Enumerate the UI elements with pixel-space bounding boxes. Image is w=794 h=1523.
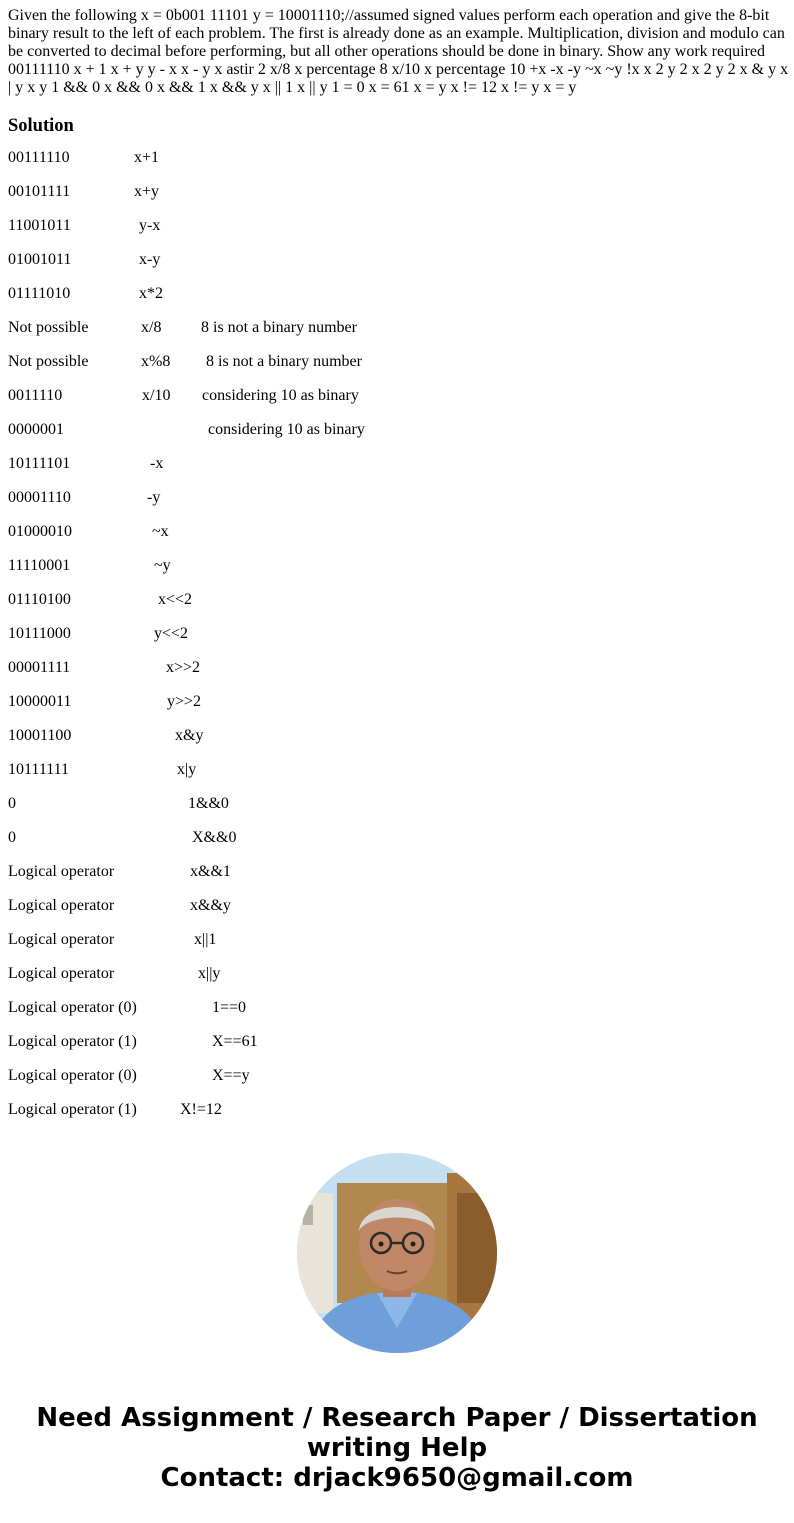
author-avatar — [297, 1153, 497, 1353]
answer-operation: x+y — [134, 183, 160, 200]
author-photo — [297, 1153, 497, 1353]
answer-operation: ~x — [152, 523, 169, 540]
answer-note: considering 10 as binary — [202, 387, 359, 404]
answer-result: 0000001 — [8, 421, 64, 438]
answer-operation: 1==0 — [212, 999, 247, 1016]
answer-operation: x&&1 — [190, 863, 231, 880]
answer-result: Logical operator — [8, 931, 115, 948]
answer-result: 00101111 — [8, 183, 71, 200]
answer-result: 10111111 — [8, 761, 70, 778]
answer-result: 01000010 — [8, 523, 72, 540]
answer-operation: -y — [147, 489, 161, 506]
answer-list — [8, 148, 788, 1123]
answer-operation: x%8 — [141, 353, 171, 370]
answer-result: Logical operator — [8, 965, 115, 982]
answer-result: 01110100 — [8, 591, 71, 608]
answer-operation: x<<2 — [158, 591, 193, 608]
answer-result: Logical operator — [8, 897, 115, 914]
answer-result: 11110001 — [8, 557, 71, 574]
banner-line-3: Contact: drjack9650@gmail.com — [160, 1463, 634, 1493]
answer-result: Logical operator (0) — [8, 999, 137, 1016]
question-text: Given the following x = 0b001 11101 y = 10001110;//assumed signed values perform each operation and give the 8-bit binary result to the left of each problem. The first is already done as an example. Multiplication, division and modulo can be converted to decimal before performing, but all other operations should be done in binary. Show any work required 00111110 x + 1 x + y y - x x - y x astir 2 x/8 x percentage 8 x/10 x percentage 10 +x -x -y ~x ~y !x x 2 y 2 x 2 y 2 x & y x | y x y 1 && 0 x && 0 x && 1 x && y x || 1 x || y 1 = 0 x = 61 x = y x != 12 x != y x = y — [8, 7, 789, 96]
answer-result: 10111101 — [8, 455, 71, 472]
answer-operation: x*2 — [139, 285, 163, 302]
answer-result: 0011110 — [8, 387, 63, 404]
answer-operation: ~y — [154, 557, 171, 574]
answer-operation: y>>2 — [167, 693, 202, 710]
banner-line-2: writing Help — [306, 1433, 488, 1463]
answer-operation: x&y — [175, 727, 204, 744]
answer-note: considering 10 as binary — [208, 421, 365, 438]
answer-operation: x>>2 — [166, 659, 201, 676]
answer-result: 01001011 — [8, 251, 72, 268]
answer-operation: 1&&0 — [188, 795, 229, 812]
answer-operation: y<<2 — [154, 625, 189, 642]
answer-operation: y-x — [139, 217, 161, 234]
answer-operation: x||y — [198, 965, 221, 982]
answer-operation: X!=12 — [180, 1101, 222, 1118]
answer-operation: x/10 — [142, 387, 171, 404]
answer-result: Logical operator (0) — [8, 1067, 137, 1084]
answer-result: Logical operator (1) — [8, 1101, 137, 1118]
answer-result: Not possible — [8, 353, 89, 370]
answer-result: 00111110 — [8, 149, 70, 166]
answer-operation: x+1 — [134, 149, 160, 166]
answer-note: 8 is not a binary number — [206, 353, 362, 370]
answer-result: 10000011 — [8, 693, 72, 710]
banner-line-1: Need Assignment / Research Paper / Dissertation — [36, 1403, 758, 1433]
answer-result: Not possible — [8, 319, 89, 336]
answer-result: Logical operator — [8, 863, 115, 880]
answer-operation: x&&y — [190, 897, 231, 914]
answer-operation: x/8 — [141, 319, 162, 336]
answer-result: 01111010 — [8, 285, 71, 302]
answer-operation: x|y — [177, 761, 197, 778]
answer-result: 0 — [8, 829, 16, 846]
answer-operation: x||1 — [194, 931, 217, 948]
answer-result: Logical operator (1) — [8, 1033, 137, 1050]
answer-result: 0 — [8, 795, 16, 812]
answer-operation: -x — [150, 455, 164, 472]
answer-result: 10111000 — [8, 625, 71, 642]
promo-banner — [0, 1403, 794, 1493]
answer-result: 00001111 — [8, 659, 71, 676]
answer-operation: X&&0 — [192, 829, 237, 846]
answer-operation: X==61 — [212, 1033, 258, 1050]
answer-operation: X==y — [212, 1067, 250, 1084]
answer-result: 11001011 — [8, 217, 71, 234]
answer-result: 00001110 — [8, 489, 71, 506]
answer-result: 10001100 — [8, 727, 72, 744]
answer-operation: x-y — [139, 251, 161, 268]
answer-note: 8 is not a binary number — [201, 319, 357, 336]
solution-heading: Solution — [8, 116, 74, 136]
